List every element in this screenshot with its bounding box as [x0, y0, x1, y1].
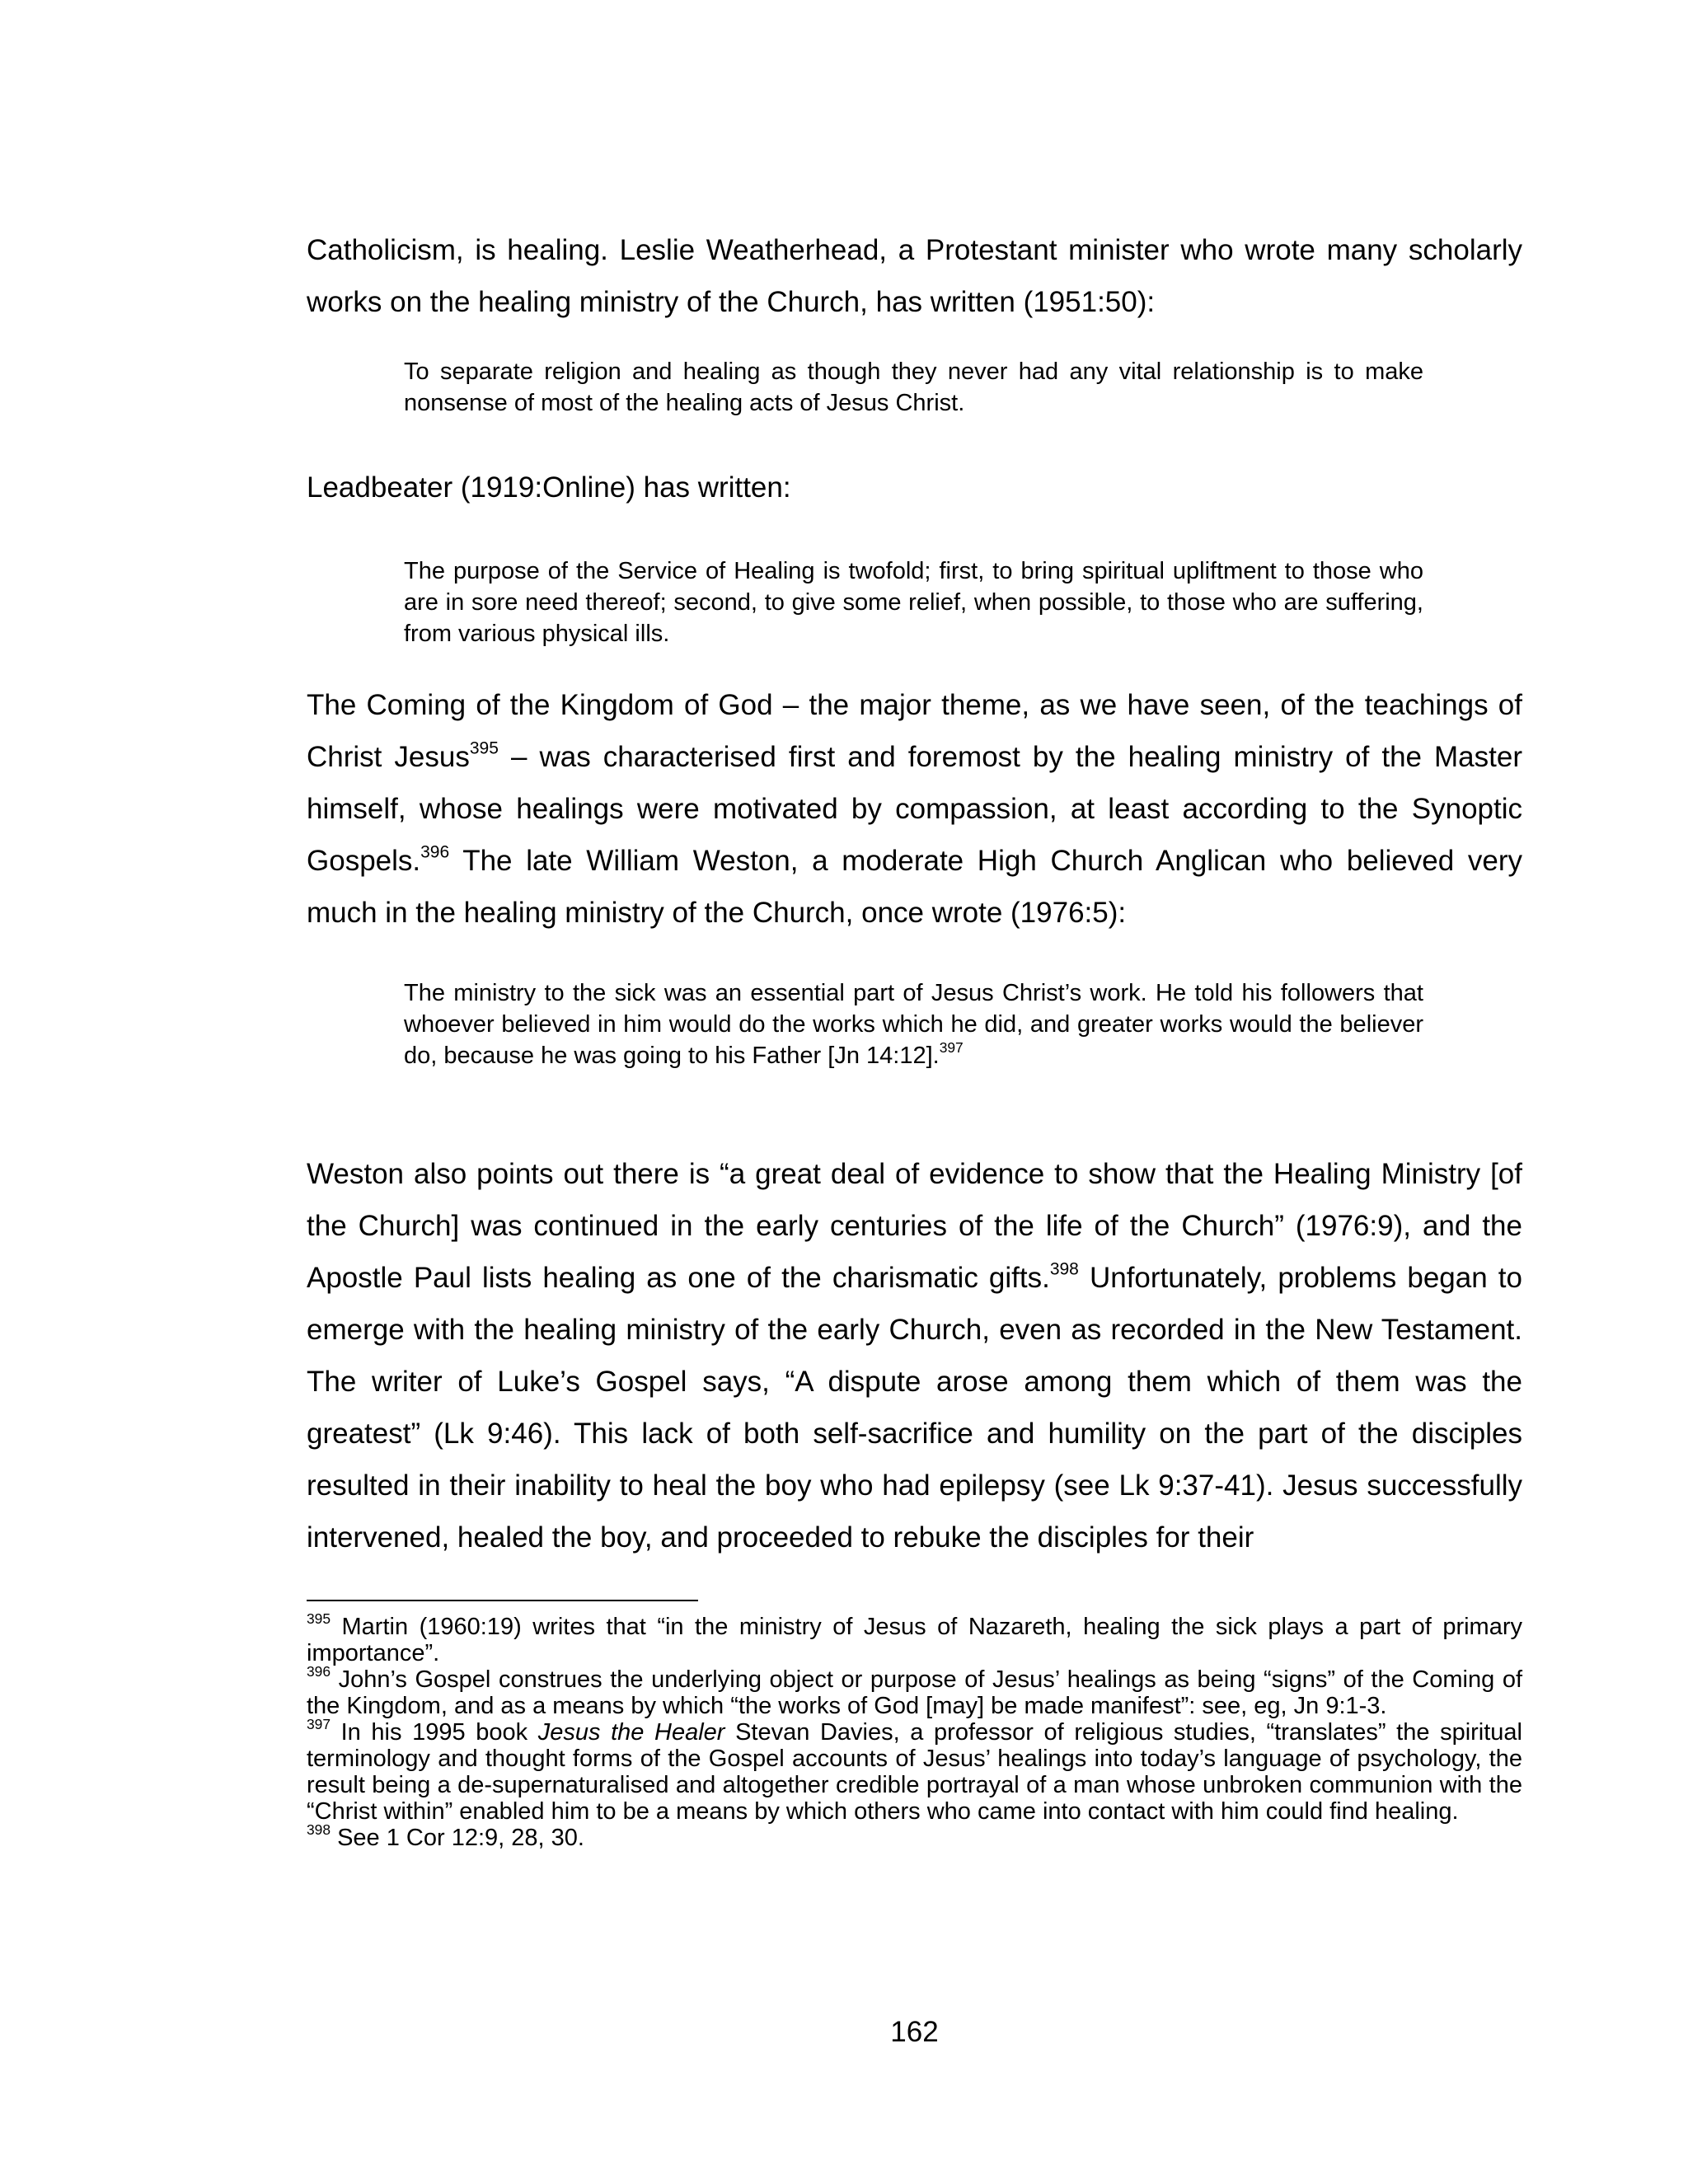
- footnote-number: 395: [307, 1610, 331, 1627]
- footnote-number: 397: [307, 1715, 331, 1732]
- footnote-text: In his 1995 book: [331, 1719, 538, 1746]
- footnote-number: 398: [307, 1821, 331, 1838]
- footnote-397: [307, 1715, 1522, 1825]
- paragraph-text: Weston also points out there is “a great deal of evidence to show that the Healing Ministry [of the Church] was continued in the early centuries of the life of the Church” (1976:9), and the Apostle Paul lists healing as one of the charismatic gifts.: [307, 1158, 1522, 1294]
- footnote-ref-397: 397: [939, 1038, 964, 1056]
- footnote-395: [307, 1610, 1522, 1666]
- paragraph-text: Unfortunately, problems began to emerge with the healing ministry of the early Church, even as recorded in the New Testament. The writer of Luke’s Gospel says, “A dispute arose among them which of them was the greatest” (Lk 9:46). This lack of both self-sacrifice and humility on the part of the disciples resulted in their inability to heal the boy who had epilepsy (see Lk 9:37-41). Jesus successfully intervened, healed the boy, and proceeded to rebuke the disciples for their: [307, 1262, 1522, 1554]
- block-quote-leadbeater: The purpose of the Service of Healing is twofold; first, to bring spiritual upliftment to those who are in sore need thereof; second, to give some relief, when possible, to those who are suffering, from various physical ills.: [404, 558, 1423, 647]
- document-page: [307, 0, 1522, 2184]
- paragraph-text: The late William Weston, a moderate High Church Anglican who believed very much in the healing ministry of the Church, once wrote (1976:5):: [307, 845, 1522, 929]
- body-paragraph-3: [307, 679, 1522, 939]
- footnote-text: See 1 Cor 12:9, 28, 30.: [331, 1825, 584, 1851]
- page-number: 162: [890, 2016, 939, 2048]
- footnote-text: Martin (1960:19) writes that “in the ministry of Jesus of Nazareth, healing the sick plays a part of primary importance”.: [307, 1614, 1522, 1666]
- footnote-ref-395: 395: [469, 738, 499, 758]
- paragraph-text: – was characterised first and foremost by the healing ministry of the Master himself, whose healings were motivated by compassion, at least according to the Synoptic Gospels.: [307, 741, 1522, 877]
- block-quote-weston: [404, 977, 1423, 1071]
- quote-text: The ministry to the sick was an essential part of Jesus Christ’s work. He told his followers that whoever believed in him would do the works which he did, and greater works would the believer do, because he was going to his Father [Jn 14:12].: [404, 980, 1423, 1069]
- body-paragraph-4: [307, 1148, 1522, 1563]
- paragraph-text: The Coming of the Kingdom of God – the major theme, as we have seen, of the teachings of Christ Jesus: [307, 689, 1522, 773]
- footnote-ref-398: 398: [1049, 1259, 1079, 1279]
- body-paragraph-2: Leadbeater (1919:Online) has written:: [307, 471, 791, 504]
- footnote-separator: [307, 1600, 698, 1601]
- body-paragraph-1: Catholicism, is healing. Leslie Weatherhead, a Protestant minister who wrote many scholarly works on the healing ministry of the Church, has written (1951:50):: [307, 234, 1522, 318]
- book-title: Jesus the Healer: [537, 1719, 725, 1746]
- footnotes: [307, 1610, 1522, 1851]
- block-quote-weatherhead: To separate religion and healing as though they never had any vital relationship is to make nonsense of most of the healing acts of Jesus Christ.: [404, 359, 1423, 416]
- footnote-text: Stevan Davies, a professor of religious studies, “translates” the spiritual terminology and thought forms of the Gospel accounts of Jesus’ healings into today’s language of psychology, the result being a de-supernaturalised and altogether credible portrayal of a man whose unbroken communion with the “Christ within” enabled him to be a means by which others who came into contact with him could find healing.: [307, 1719, 1522, 1825]
- footnote-text: John’s Gospel construes the underlying object or purpose of Jesus’ healings as being “signs” of the Coming of the Kingdom, and as a means by which “the works of God [may] be made manifest”: see, eg, Jn 9:1-3.: [307, 1666, 1522, 1719]
- footnote-ref-396: 396: [420, 842, 450, 862]
- footnote-396: [307, 1662, 1522, 1719]
- footnote-398: [307, 1821, 1522, 1851]
- footnote-number: 396: [307, 1662, 331, 1680]
